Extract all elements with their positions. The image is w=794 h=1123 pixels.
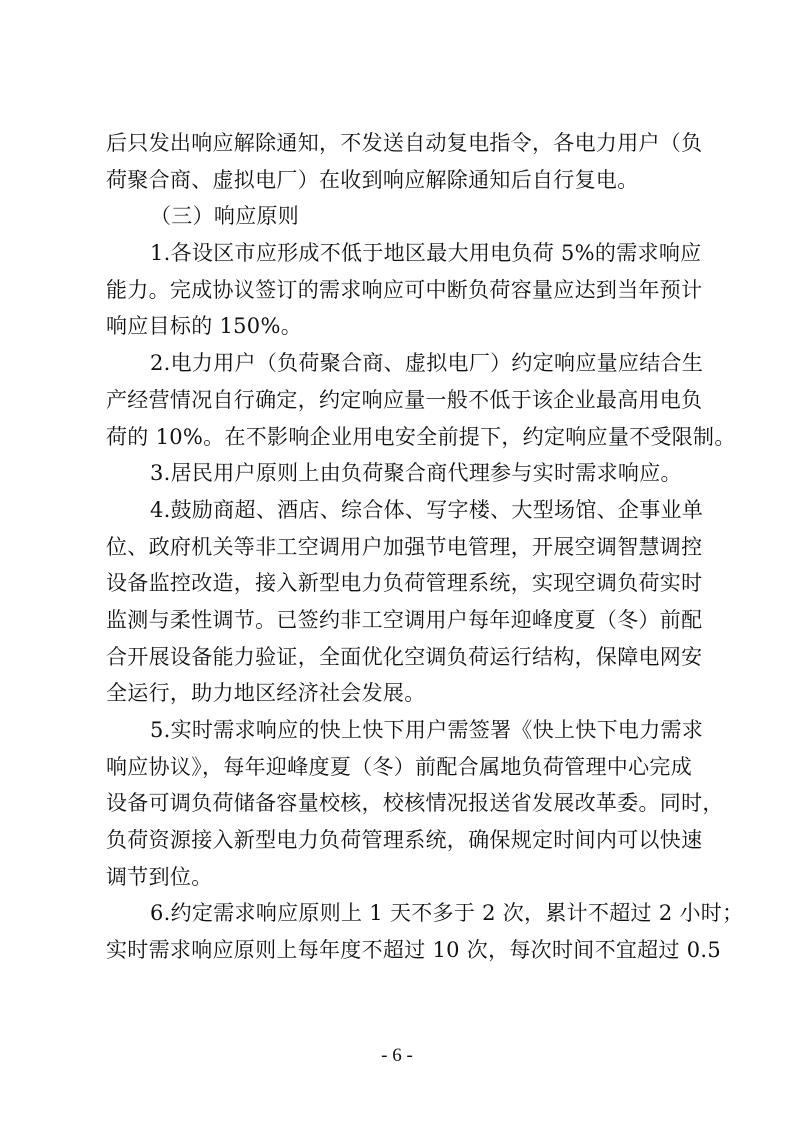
text-line: 3.居民用户原则上由负荷聚合商代理参与实时需求响应。 bbox=[150, 461, 682, 486]
text-line: 荷的 10%。在不影响企业用电安全前提下，约定响应量不受限制。 bbox=[106, 424, 736, 449]
text-line: 调节到位。 bbox=[106, 864, 213, 889]
text-line: 设备监控改造，接入新型电力负荷管理系统，实现空调负荷实时 bbox=[106, 571, 703, 596]
text-line: 6.约定需求响应原则上 1 天不多于 2 次，累计不超过 2 小时； bbox=[150, 901, 744, 926]
text-line: 4.鼓励商超、酒店、综合体、写字楼、大型场馆、企事业单 bbox=[150, 497, 704, 522]
text-line: 响应协议》，每年迎峰度夏（冬）前配合属地负荷管理中心完成 bbox=[106, 754, 692, 779]
text-line: 5.实时需求响应的快上快下用户需签署《快上快下电力需求 bbox=[150, 718, 704, 742]
text-line: 位、政府机关等非工空调用户加强节电管理，开展空调智慧调控 bbox=[106, 534, 703, 559]
text-line: 实时需求响应原则上每年度不超过 10 次，每次时间不宜超过 0.5 bbox=[106, 938, 722, 963]
text-line: 全运行，助力地区经济社会发展。 bbox=[106, 681, 426, 706]
body-text bbox=[106, 125, 744, 969]
text-line: 合开展设备能力验证，全面优化空调负荷运行结构，保障电网安 bbox=[106, 644, 703, 669]
text-line: 1.各设区市应形成不低于地区最大用电负荷 5%的需求响应 bbox=[150, 241, 702, 266]
text-line: 荷聚合商、虚拟电厂）在收到响应解除通知后自行复电。 bbox=[106, 167, 639, 192]
text-line: 响应目标的 150%。 bbox=[106, 314, 303, 339]
text-line: 能力。完成协议签订的需求响应可中断负荷容量应达到当年预计 bbox=[106, 277, 703, 302]
text-line: 监测与柔性调节。已签约非工空调用户每年迎峰度夏（冬）前配 bbox=[106, 607, 703, 632]
text-line: 负荷资源接入新型电力负荷管理系统，确保规定时间内可以快速 bbox=[106, 828, 703, 853]
text-line: 后只发出响应解除通知，不发送自动复电指令，各电力用户（负 bbox=[106, 131, 703, 155]
page-number: - 6 - bbox=[381, 1045, 413, 1066]
text-line: 2.电力用户（负荷聚合商、虚拟电厂）约定响应量应结合生 bbox=[150, 351, 704, 376]
text-line: （三）响应原则 bbox=[150, 204, 300, 229]
text-line: 产经营情况自行确定，约定响应量一般不低于该企业最高用电负 bbox=[106, 387, 703, 412]
text-line: 设备可调负荷储备容量校核，校核情况报送省发展改革委。同时， bbox=[106, 791, 724, 816]
